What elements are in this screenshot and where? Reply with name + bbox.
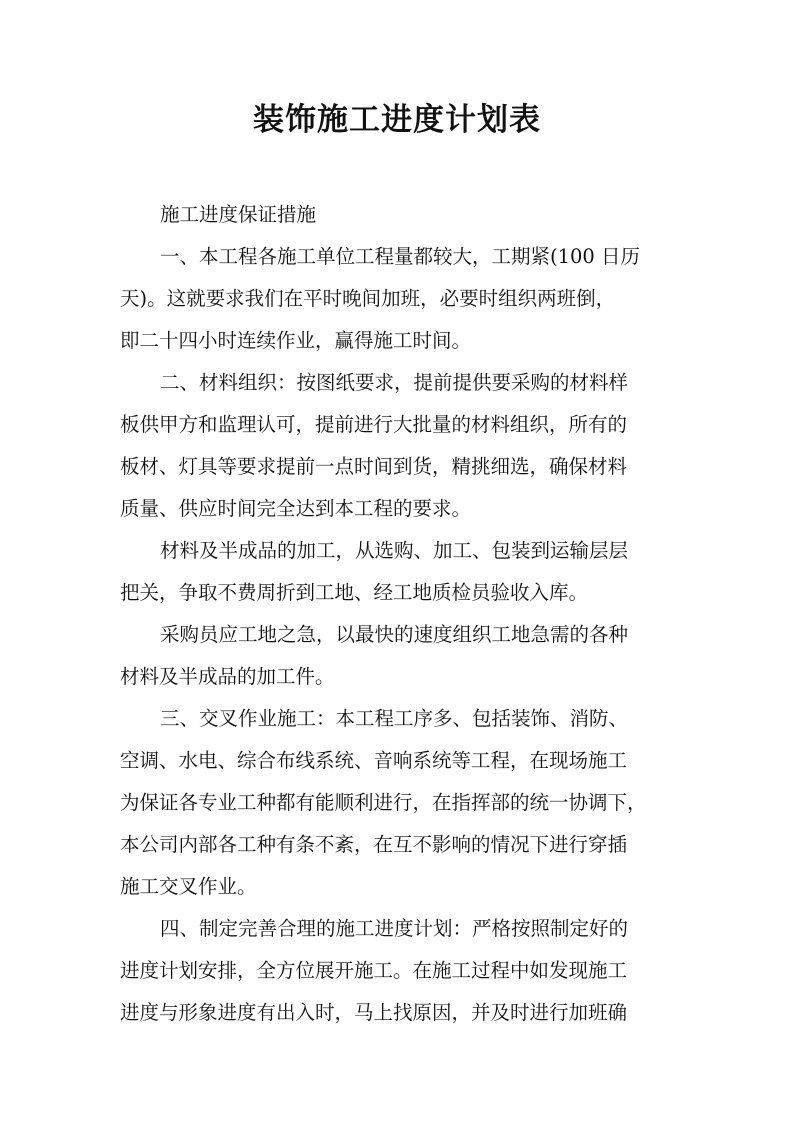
paragraph-line: 三、交叉作业施工：本工程工序多、包括装饰、消防、 — [160, 707, 629, 730]
paragraph-line: 本公司内部各工种有条不紊，在互不影响的情况下进行穿插 — [120, 833, 628, 856]
paragraph-line: 二、材料组织：按图纸要求，提前提供要采购的材料样 — [160, 371, 629, 394]
paragraph-line: 四、制定完善合理的施工进度计划：严格按照制定好的 — [160, 917, 629, 940]
paragraph-line: 施工交叉作业。 — [120, 875, 257, 898]
paragraph-line: 板材、灯具等要求提前一点时间到货，精挑细选，确保材料 — [120, 455, 628, 478]
paragraph-line: 进度计划安排，全方位展开施工。在施工过程中如发现施工 — [120, 959, 628, 982]
document-title: 装饰施工进度计划表 — [253, 102, 541, 138]
section-heading: 施工进度保证措施 — [160, 203, 317, 226]
paragraph-line: 质量、供应时间完全达到本工程的要求。 — [120, 497, 472, 520]
paragraph-line: 为保证各专业工种都有能顺利进行，在指挥部的统一协调下， — [120, 791, 647, 814]
paragraph-line: 材料及半成品的加工，从选购、加工、包装到运输层层 — [160, 539, 629, 562]
paragraph-line: 把关，争取不费周折到工地、经工地质检员验收入库。 — [120, 581, 589, 604]
paragraph-line: 进度与形象进度有出入时，马上找原因，并及时进行加班确 — [120, 1001, 628, 1024]
paragraph-line: 一、本工程各施工单位工程量都较大，工期紧(100 日历 — [160, 245, 641, 268]
paragraph-line: 空调、水电、综合布线系统、音响系统等工程，在现场施工 — [120, 749, 628, 772]
paragraph-line: 采购员应工地之急，以最快的速度组织工地急需的各种 — [160, 623, 629, 646]
paragraph-line: 即二十四小时连续作业，赢得施工时间。 — [120, 329, 472, 352]
paragraph-line: 天)。这就要求我们在平时晚间加班，必要时组织两班倒， — [120, 287, 616, 310]
paragraph-line: 材料及半成品的加工件。 — [120, 665, 335, 688]
paragraph-line: 板供甲方和监理认可，提前进行大批量的材料组织，所有的 — [120, 413, 628, 436]
